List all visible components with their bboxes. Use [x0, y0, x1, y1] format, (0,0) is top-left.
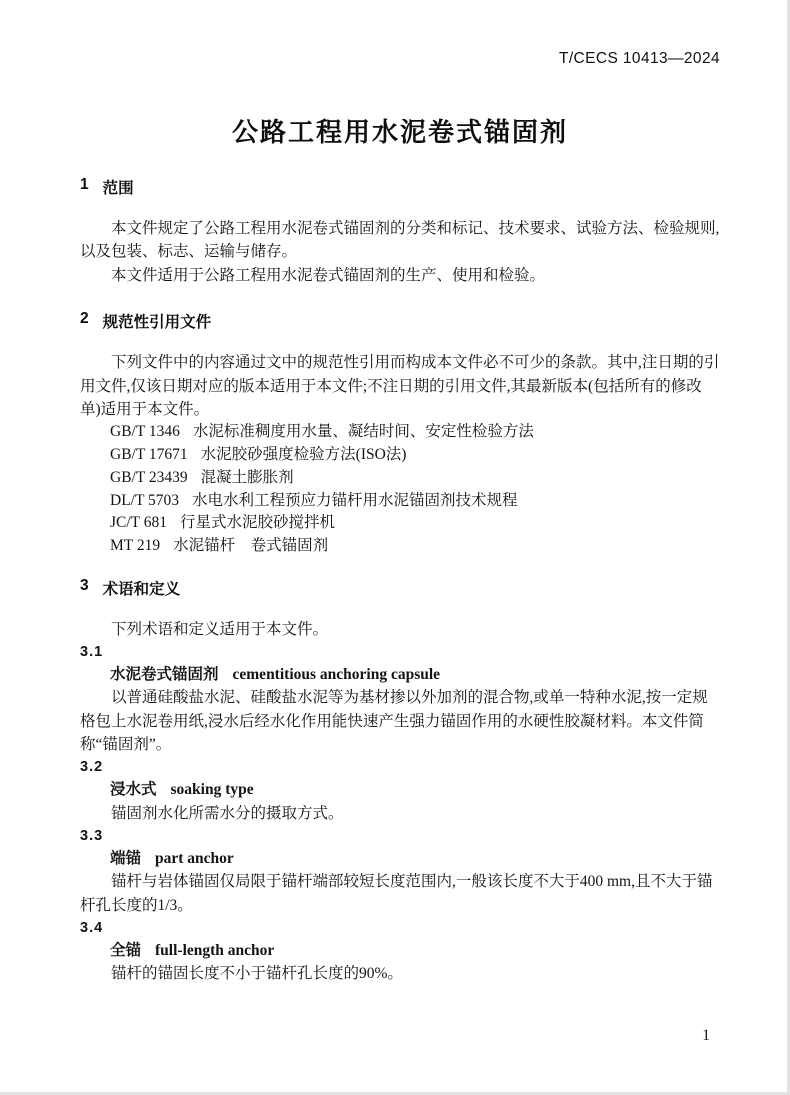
clause-2-title: 规范性引用文件 — [102, 314, 212, 332]
term-definition: 锚杆与岩体锚固仅局限于锚杆端部较短长度范围内,一般该长度不大于400 mm,且不大于锚杆孔长度的1/3。 — [80, 873, 713, 914]
reference-title: 水泥锚杆 卷式锚固剂 — [173, 536, 329, 554]
term-number: 3.3 — [80, 828, 104, 845]
reference-item — [80, 467, 720, 490]
page-number: 1 — [702, 1027, 710, 1044]
reference-item — [80, 512, 720, 535]
reference-code: DL/T 5703 — [110, 491, 180, 509]
clause-3-body — [80, 618, 720, 986]
term-definition: 锚杆的锚固长度不小于锚杆孔长度的90%。 — [111, 965, 403, 983]
term-block — [80, 825, 720, 917]
clause-1-paragraph: 本文件适用于公路工程用水泥卷式锚固剂的生产、使用和检验。 — [111, 266, 546, 284]
term-block — [80, 917, 720, 986]
term-block — [80, 756, 720, 825]
term-name-zh: 浸水式 — [110, 781, 157, 799]
clause-3-number: 3 — [80, 576, 89, 594]
term-number: 3.1 — [80, 644, 104, 661]
clause-2-number: 2 — [80, 310, 89, 328]
term-name-en: full-length anchor — [155, 941, 275, 959]
reference-item — [80, 421, 720, 444]
reference-item — [80, 490, 720, 513]
clause-2-body — [80, 351, 720, 557]
reference-code: GB/T 23439 — [110, 468, 188, 486]
clause-3-heading — [80, 577, 720, 599]
term-definition: 以普通硅酸盐水泥、硅酸盐水泥等为基材掺以外加剂的混合物,或单一特种水泥,按一定规格包上水泥卷用纸,浸水后经水化作用能快速产生强力锚固作用的水硬性胶凝材料。本文件简称“锚固剂”。 — [80, 689, 708, 754]
reference-title: 水泥胶砂强度检验方法(ISO法) — [200, 446, 407, 464]
term-name — [80, 848, 720, 871]
reference-title: 混凝土膨胀剂 — [200, 468, 294, 486]
clause-1-title: 范围 — [102, 180, 134, 197]
term-name-zh: 全锚 — [110, 941, 142, 959]
standard-number: T/CECS 10413—2024 — [558, 50, 720, 67]
term-definition: 锚固剂水化所需水分的摄取方式。 — [111, 804, 344, 822]
term-name-en: soaking type — [170, 781, 254, 799]
term-name-en: part anchor — [155, 849, 234, 867]
clause-3-title: 术语和定义 — [102, 580, 181, 598]
reference-title: 行星式水泥胶砂搅拌机 — [180, 514, 336, 532]
reference-code: GB/T 17671 — [110, 446, 188, 464]
term-number: 3.2 — [80, 759, 104, 776]
clause-1-heading — [80, 176, 720, 198]
reference-title: 水电水利工程预应力锚杆用水泥锚固剂技术规程 — [192, 491, 518, 509]
reference-code: GB/T 1346 — [110, 423, 180, 441]
term-name — [80, 664, 720, 687]
document-title: 公路工程用水泥卷式锚固剂 — [231, 117, 568, 147]
term-block — [80, 641, 720, 756]
clause-3-intro: 下列术语和定义适用于本文件。 — [111, 620, 329, 638]
term-name-zh: 端锚 — [110, 849, 142, 867]
reference-item — [80, 444, 720, 467]
reference-title: 水泥标准稠度用水量、凝结时间、安定性检验方法 — [192, 423, 534, 441]
clause-2-intro: 下列文件中的内容通过文中的规范性引用而构成本文件必不可少的条款。其中,注日期的引用文件,仅该日期对应的版本适用于本文件;不注日期的引用文件,其最新版本(包括所有的修改单)适用于本文件。 — [80, 354, 720, 419]
clause-1-number: 1 — [80, 176, 89, 193]
term-name — [80, 779, 720, 802]
reference-item — [80, 535, 720, 558]
reference-code: MT 219 — [110, 536, 161, 554]
term-number: 3.4 — [80, 920, 104, 937]
clause-1-body — [80, 217, 720, 287]
term-name — [80, 940, 720, 963]
reference-list — [80, 421, 720, 557]
clause-1-paragraph: 本文件规定了公路工程用水泥卷式锚固剂的分类和标记、技术要求、试验方法、检验规则,以及包装、标志、运输与储存。 — [80, 220, 720, 261]
clause-2-heading — [80, 310, 720, 332]
term-name-zh: 水泥卷式锚固剂 — [110, 665, 219, 683]
reference-code: JC/T 681 — [110, 514, 167, 532]
term-name-en: cementitious anchoring capsule — [232, 665, 441, 683]
